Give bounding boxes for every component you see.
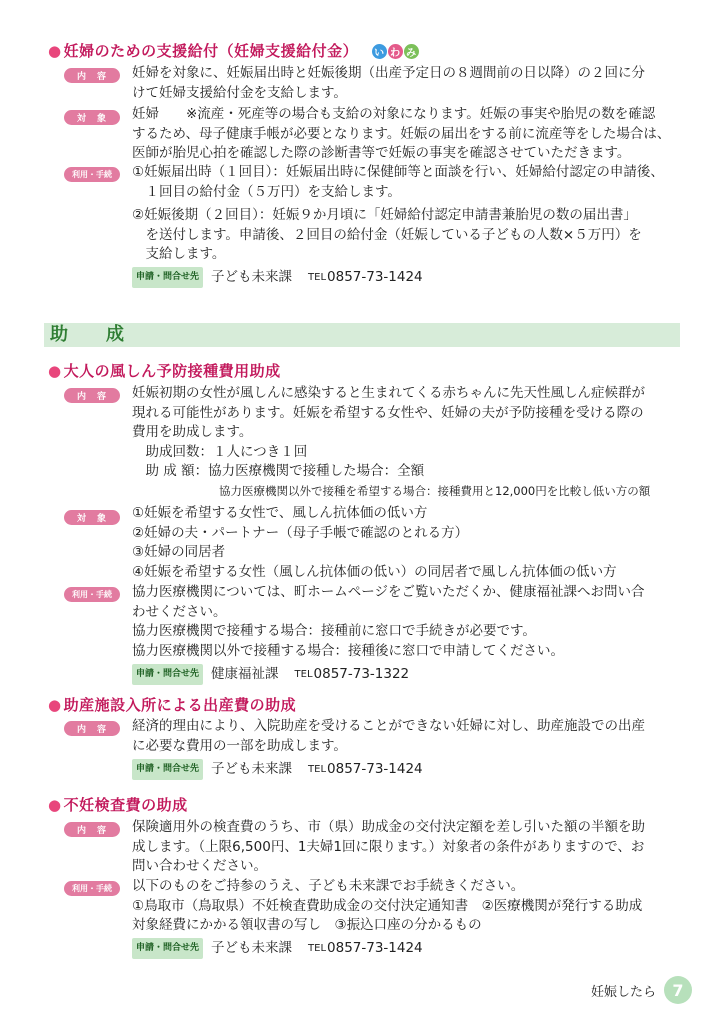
contact-tag: 申請・問合せ先 bbox=[132, 267, 203, 288]
region-badge: い bbox=[372, 44, 387, 59]
contact-tag: 申請・問合せ先 bbox=[132, 664, 203, 685]
text-line: けて妊婦支援給付金を支給します。 bbox=[132, 84, 347, 101]
text-line: 経済的理由により、入院助産を受けることができない妊婦に対し、助産施設での出産 bbox=[132, 718, 645, 734]
text-line: わせください。 bbox=[132, 603, 227, 620]
text-line: ①妊娠届出時（１回目）：妊娠届出時に保健師等と面談を行い、妊婦給付認定の申請後、 bbox=[132, 164, 664, 180]
text-line: １回目の給付金（５万円）を支給します。 bbox=[132, 183, 401, 200]
section-title-maternity-facility bbox=[48, 694, 296, 715]
contact-line bbox=[132, 938, 423, 959]
region-badge: み bbox=[404, 44, 419, 59]
tag-content: 内 容 bbox=[64, 388, 120, 403]
text-line: 協力医療機関で接種する場合：接種前に窓口で手続きが必要です。 bbox=[132, 623, 536, 639]
bullet-dot: ● bbox=[48, 362, 62, 380]
section-title-pregnancy-support bbox=[48, 40, 419, 61]
region-badge: わ bbox=[388, 44, 403, 59]
text-line: 助 成 額：協力医療機関で接種した場合：全額 bbox=[132, 463, 425, 479]
text-line: 現れる可能性があります。妊娠を希望する女性や、妊婦の夫が予防接種を受ける際の bbox=[132, 404, 644, 421]
phone-number: 0857-73-1322 bbox=[313, 666, 410, 682]
procedure-text bbox=[132, 877, 684, 936]
contact-line bbox=[132, 267, 423, 288]
tag-content: 内 容 bbox=[64, 68, 120, 83]
text-line: するため、母子健康手帳が必要となります。妊娠の届出をする前に流産等をした場合は、 bbox=[132, 125, 671, 142]
text-line: を送付します。申請後、２回目の給付金（妊娠している子どもの人数×５万円）を bbox=[132, 226, 642, 243]
section-title-text: 妊婦のための支援給付（妊婦支援給付金） bbox=[63, 42, 359, 60]
contact-line bbox=[132, 664, 409, 685]
content-text bbox=[132, 717, 684, 756]
text-line: ①妊娠を希望する女性で、風しん抗体価の低い方 bbox=[132, 505, 428, 521]
text-line: 以下のものをご持参のうえ、子ども未来課でお手続きください。 bbox=[132, 878, 525, 894]
contact-department: 子ども未来課 bbox=[211, 761, 293, 777]
region-badges bbox=[372, 44, 419, 59]
tag-procedure: 利用・手続 bbox=[64, 167, 120, 182]
tag-target: 対 象 bbox=[64, 510, 120, 525]
text-line: 協力医療機関については、町ホームページをご覧いただくか、健康福祉課へお問い合 bbox=[132, 584, 645, 600]
text-line: ②妊婦の夫・パートナー（母子手帳で確認のとれる方） bbox=[132, 524, 469, 541]
tag-content: 内 容 bbox=[64, 822, 120, 837]
text-line: ②妊娠後期（２回目）：妊娠９か月頃に「妊婦給付認定申請書兼胎児の数の届出書」 bbox=[132, 207, 637, 223]
content-text bbox=[132, 818, 684, 877]
contact-department: 子ども未来課 bbox=[211, 940, 293, 956]
tag-target: 対 象 bbox=[64, 110, 120, 125]
tag-procedure: 利用・手続 bbox=[64, 881, 120, 896]
text-line: 対象経費にかかる領収書の写し ③振込口座の分かるもの bbox=[132, 917, 482, 933]
text-line: 費用を助成します。 bbox=[132, 424, 253, 440]
page-number: 7 bbox=[664, 976, 692, 1004]
tag-procedure: 利用・手続 bbox=[64, 587, 120, 602]
contact-department: 健康福祉課 bbox=[211, 666, 279, 682]
text-line: 問い合わせください。 bbox=[132, 858, 267, 874]
procedure-text bbox=[132, 163, 684, 265]
tel-label: TEL bbox=[308, 764, 327, 775]
text-line: に必要な費用の一部を助成します。 bbox=[132, 737, 347, 754]
tel-label: TEL bbox=[294, 669, 313, 680]
contact-line bbox=[132, 759, 423, 780]
text-line: 助成回数：１人につき１回 bbox=[132, 443, 308, 460]
footer-label: 妊娠したら bbox=[590, 984, 656, 1000]
phone-number: 0857-73-1424 bbox=[327, 761, 423, 777]
text-line: 医師が胎児心拍を確認した際の診断書等で妊娠の事実を確認させていただきます。 bbox=[132, 145, 631, 161]
text-line: 成します。（上限6,500円、1夫婦1回に限ります。）対象者の条件がありますので、お bbox=[132, 838, 645, 855]
section-title-infertility-test bbox=[48, 794, 188, 815]
page-footer bbox=[591, 976, 692, 1004]
section-title-text: 大人の風しん予防接種費用助成 bbox=[63, 362, 281, 380]
text-line: ①鳥取市（鳥取県）不妊検査費助成金の交付決定通知書 ②医療機関が発行する助成 bbox=[132, 897, 643, 914]
text-line: 協力医療機関以外で接種する場合：接種後に窓口で申請してください。 bbox=[132, 642, 564, 659]
text-line: 妊娠初期の女性が風しんに感染すると生まれてくる赤ちゃんに先天性風しん症候群が bbox=[132, 385, 645, 401]
bullet-dot: ● bbox=[48, 42, 62, 60]
text-line: ③妊婦の同居者 bbox=[132, 544, 226, 560]
contact-tag: 申請・問合せ先 bbox=[132, 759, 203, 780]
tag-content: 内 容 bbox=[64, 721, 120, 736]
section-title-text: 助産施設入所による出産費の助成 bbox=[63, 696, 297, 714]
procedure-text bbox=[132, 583, 684, 661]
section-band-subsidy: 助 成 bbox=[44, 323, 680, 347]
text-line: 保険適用外の検査費のうち、市（県）助成金の交付決定額を差し引いた額の半額を助 bbox=[132, 819, 645, 835]
tel-label: TEL bbox=[308, 943, 327, 954]
text-line: 支給します。 bbox=[132, 246, 226, 262]
phone-number: 0857-73-1424 bbox=[327, 940, 423, 956]
target-text bbox=[132, 105, 684, 164]
contact-department: 子ども未来課 bbox=[211, 269, 293, 285]
section-title-rubella bbox=[48, 360, 281, 381]
target-text bbox=[132, 504, 684, 582]
bullet-dot: ● bbox=[48, 696, 62, 714]
contact-tag: 申請・問合せ先 bbox=[132, 938, 203, 959]
section-title-text: 不妊検査費の助成 bbox=[63, 796, 188, 814]
content-text bbox=[132, 64, 684, 103]
bullet-dot: ● bbox=[48, 796, 62, 814]
phone-number: 0857-73-1424 bbox=[327, 269, 423, 285]
text-line: ④妊娠を希望する女性（風しん抗体価の低い）の同居者で風しん抗体価の低い方 bbox=[132, 563, 617, 580]
tel-label: TEL bbox=[308, 272, 327, 283]
content-text bbox=[132, 384, 684, 501]
text-line-small: 協力医療機関以外で接種を希望する場合：接種費用と12,000円を比較し低い方の額 bbox=[219, 483, 651, 498]
text-line: 妊婦を対象に、妊娠届出時と妊娠後期（出産予定日の８週間前の日以降）の２回に分 bbox=[132, 65, 645, 81]
text-line: 妊婦 ※流産・死産等の場合も支給の対象になります。妊娠の事実や胎児の数を確認 bbox=[132, 106, 656, 122]
